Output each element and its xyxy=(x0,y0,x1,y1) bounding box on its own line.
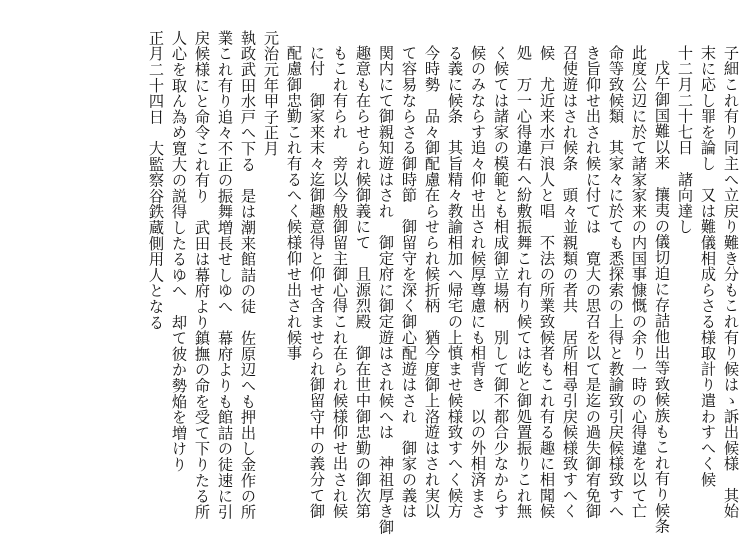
text-line: 命等致候類 其家々に於ても悉探索の上得と教諭致引戻候様致すへ xyxy=(607,45,625,519)
text-line: 執政武田水戸へ下る 是は潮来館詰の徒 佐原辺へも押出し金作の所 xyxy=(239,30,257,520)
text-line: き旨仰せ出され候に付ては 寛大の思召を以て是迄の過失御宥免御 xyxy=(584,45,602,519)
text-line: 此度公辺に於て諸家家来の内国事慷慨の余り一時の心得違を以て亡 xyxy=(630,45,648,519)
text-line: 人心を取ん為め寛大の説得したるゆへ 却て彼か勢焔を増けり xyxy=(170,30,188,473)
text-line: 戻候様にと命令これ有り 武田は幕府より鎮撫の命を受て下りたる所 xyxy=(193,30,211,520)
vertical-text-block xyxy=(144,30,742,550)
text-line: 戊午御国難以来 攘夷の儀切迫に存詰他出等致候族もこれ有り候条 xyxy=(653,60,671,534)
text-line: もこれ有られ 旁以今般御留主御心得これ在られ候様仰せ出され候 xyxy=(331,45,349,519)
text-line: て容易ならさる御時節 御留守を深く御心配遊はされ 御家の義は xyxy=(400,45,418,519)
text-line: く候ては諸家の模範とも相成御立場柄 別して御不都合少なからす xyxy=(492,45,510,519)
text-line: 末に応し罪を論し 又は難儀相成らさる様取計り遣わすへく候 xyxy=(699,45,717,488)
text-line: に付 御家来末々迄御趣意得と仰せ含ませられ御留守中の義分て御 xyxy=(308,45,326,519)
text-line: 関内にて御親知遊はされ 御定府に御定遊はされ候へは 神祖厚き御 xyxy=(377,45,395,535)
era-heading: 元治元年甲子正月 xyxy=(262,30,280,157)
text-line: 子細これ有り同主へ立戻り難き分もこれ有り候はゝ訴出候様 其始 xyxy=(722,45,740,519)
text-line: 候 尤近来水戸浪人と唱 不法の所業致候者もこれ有る趣に相聞候 xyxy=(538,45,556,519)
text-line: る義に候条 其旨精々教諭相加へ帰宅の上慎ませ候様致すへく候方 xyxy=(446,45,464,519)
date-heading: 十二月二十七日 諸向達し xyxy=(676,45,694,235)
text-line: 処 万一心得違右へ紛敷振舞これ有り候ては屹と御処置振りこれ無 xyxy=(515,45,533,519)
text-line: 趣意も在らせられ候御義にて 且源烈殿 御在世中御忠勤の御次第 xyxy=(354,45,372,519)
text-line: 正月二十四日 大監察谷鉄蔵側用人となる xyxy=(147,30,165,331)
text-line: 召使遊はされ候条 頭々並親類の者共 居所相尋引戻候様致すへく xyxy=(561,45,579,519)
text-line: 候のみならす追々仰せ出され候厚尊慮にも相背き 以の外相済まさ xyxy=(469,45,487,519)
text-line: 業これ有り追々不正の振舞増長せしゆへ 幕府よりも館詰の徒速に引 xyxy=(216,30,234,520)
text-line: 今時勢 品々御配慮在らせられ候折柄 猶今度御上洛遊はされ実以 xyxy=(423,45,441,519)
text-line: 配慮御忠勤これ有るへく候様仰せ出され候事 xyxy=(285,45,303,361)
